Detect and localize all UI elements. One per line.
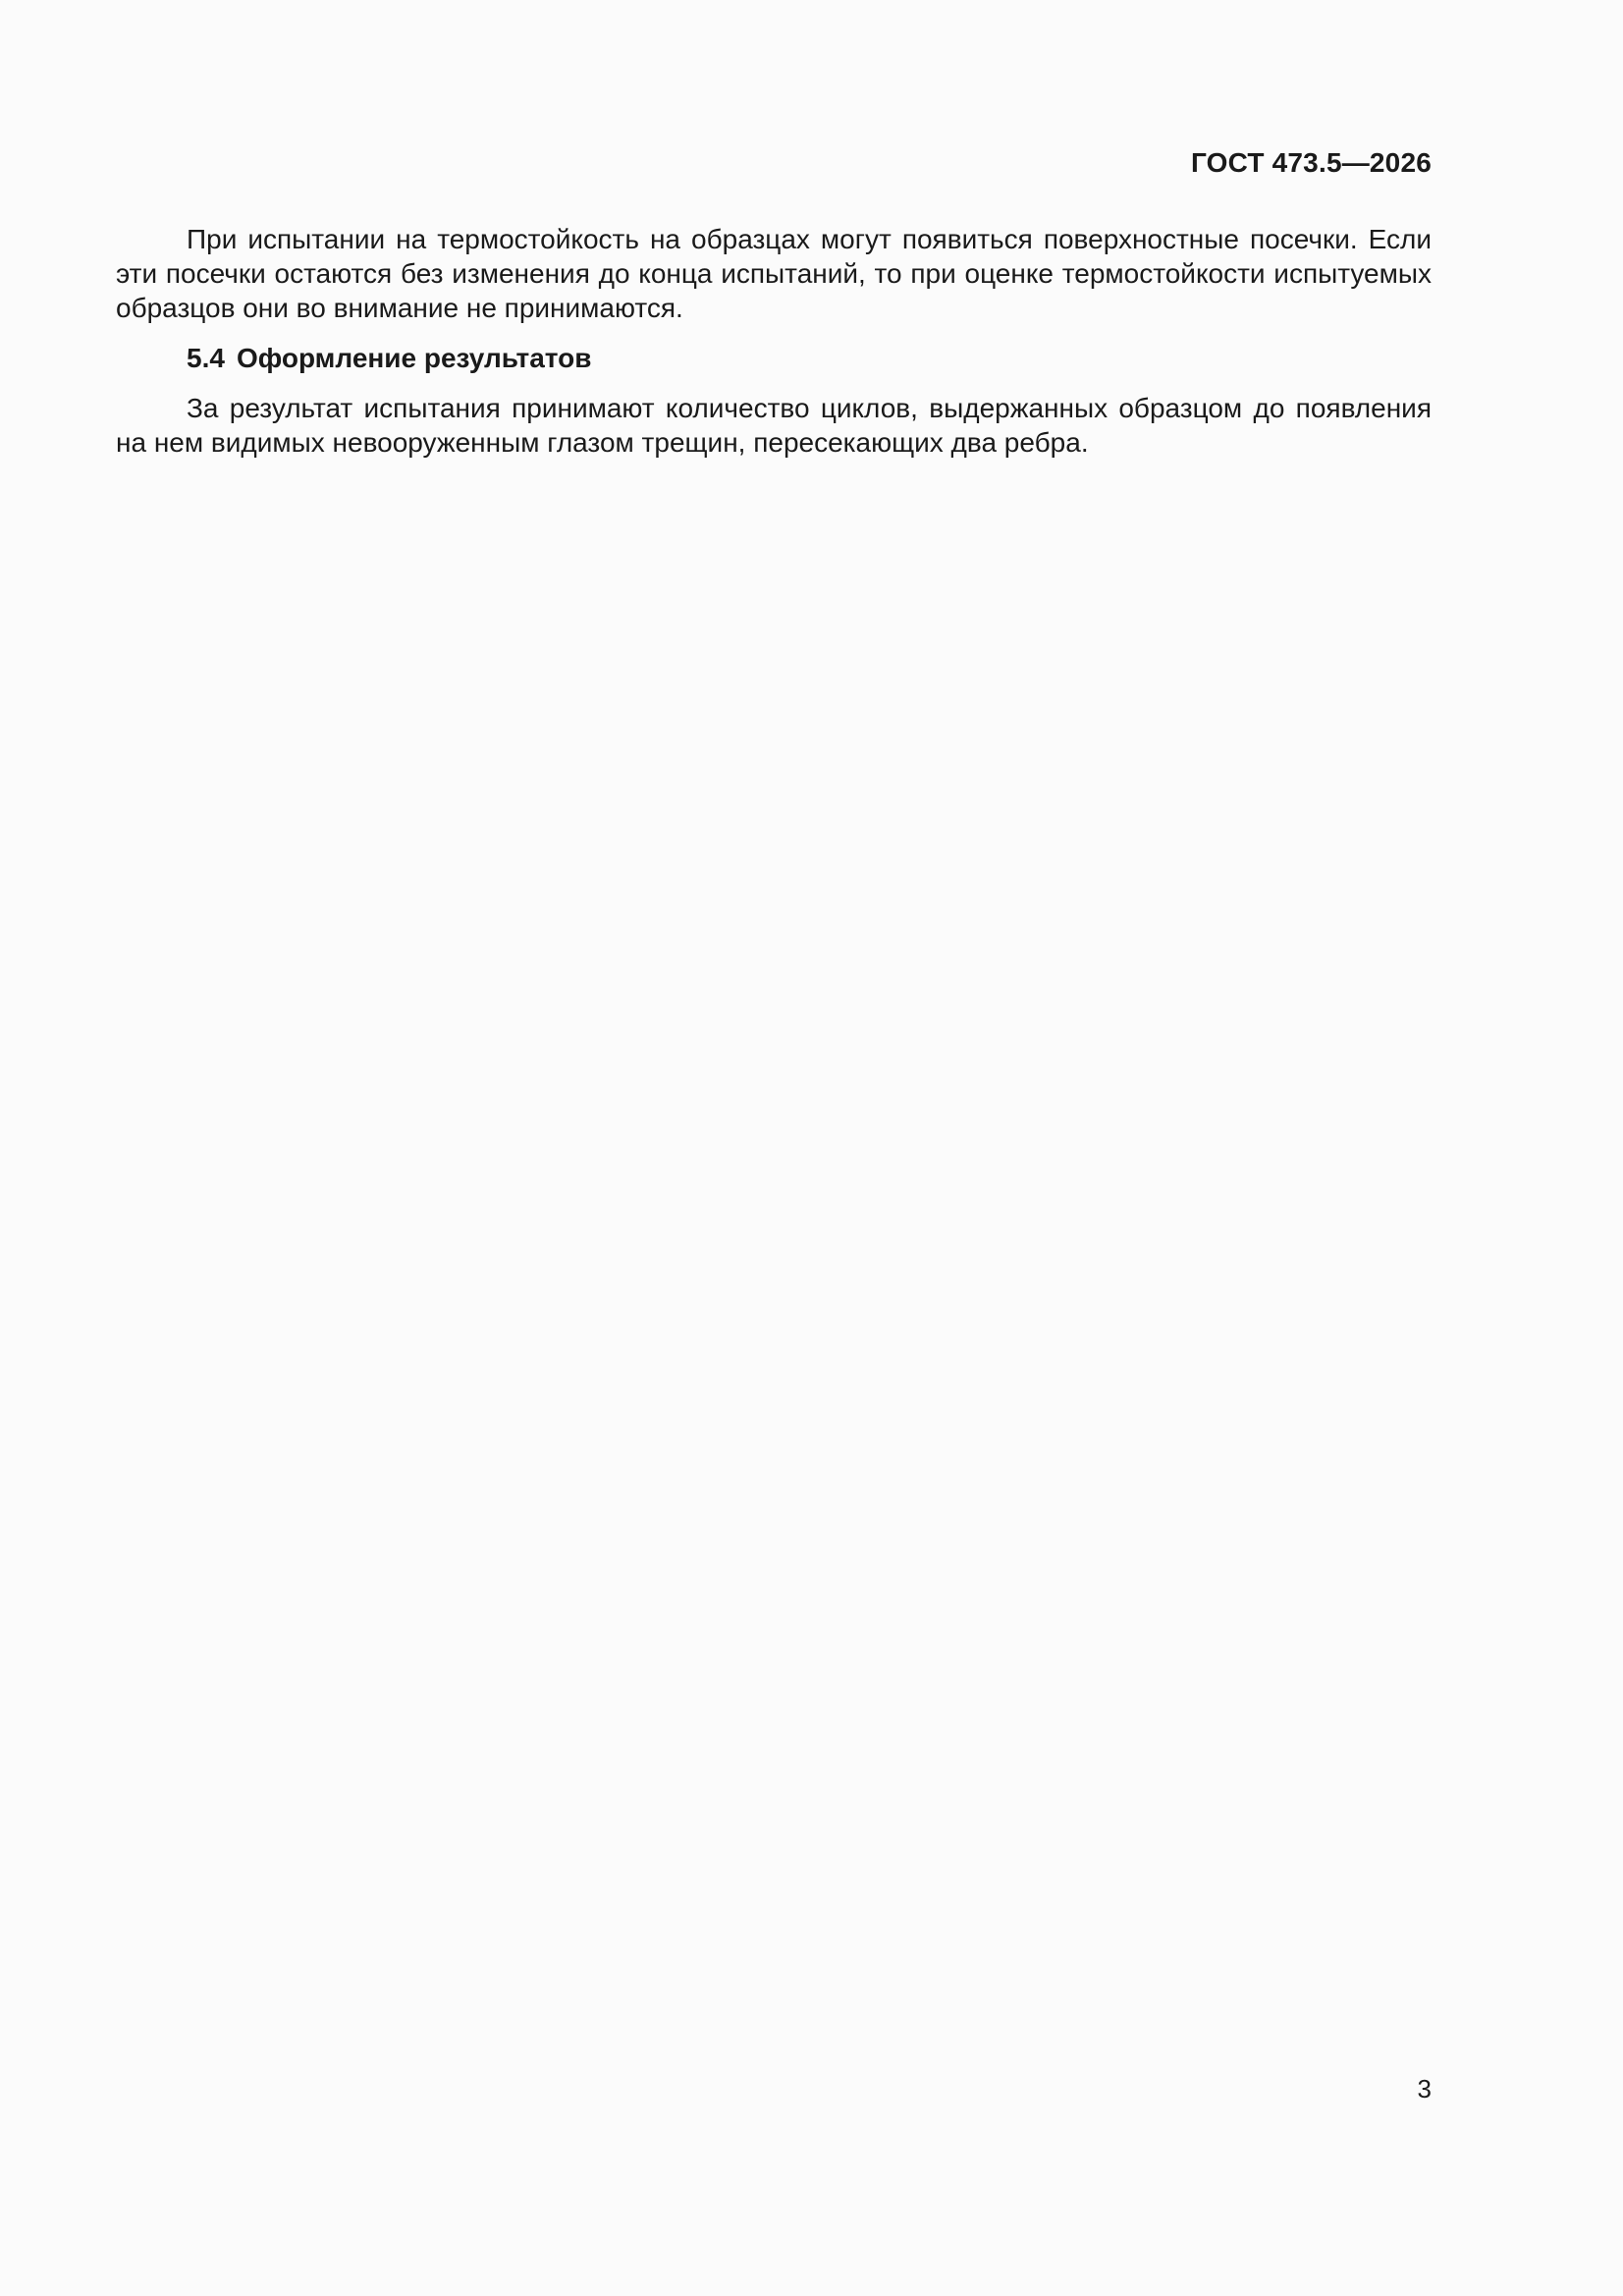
section-title: Оформление результатов [236, 343, 592, 373]
section-heading [187, 341, 1432, 375]
page-number: 3 [1417, 2074, 1432, 2104]
paragraph-thermal-resistance: При испытании на термостойкость на образцах могут появиться поверхностные посечки. Если эти посечки остаются без изменения до конца испытаний, то при оценке термостойкости испытуемых образцов они во внимание не принимаются. [116, 224, 1432, 323]
document-body [116, 222, 1432, 460]
paragraph-test-result: За результат испытания принимают количество циклов, выдержанных образцом до появления на нем видимых невооруженным глазом трещин, пересекающих два ребра. [116, 393, 1432, 458]
document-code: ГОСТ 473.5—2026 [1190, 147, 1432, 178]
section-number: 5.4 [187, 343, 225, 373]
